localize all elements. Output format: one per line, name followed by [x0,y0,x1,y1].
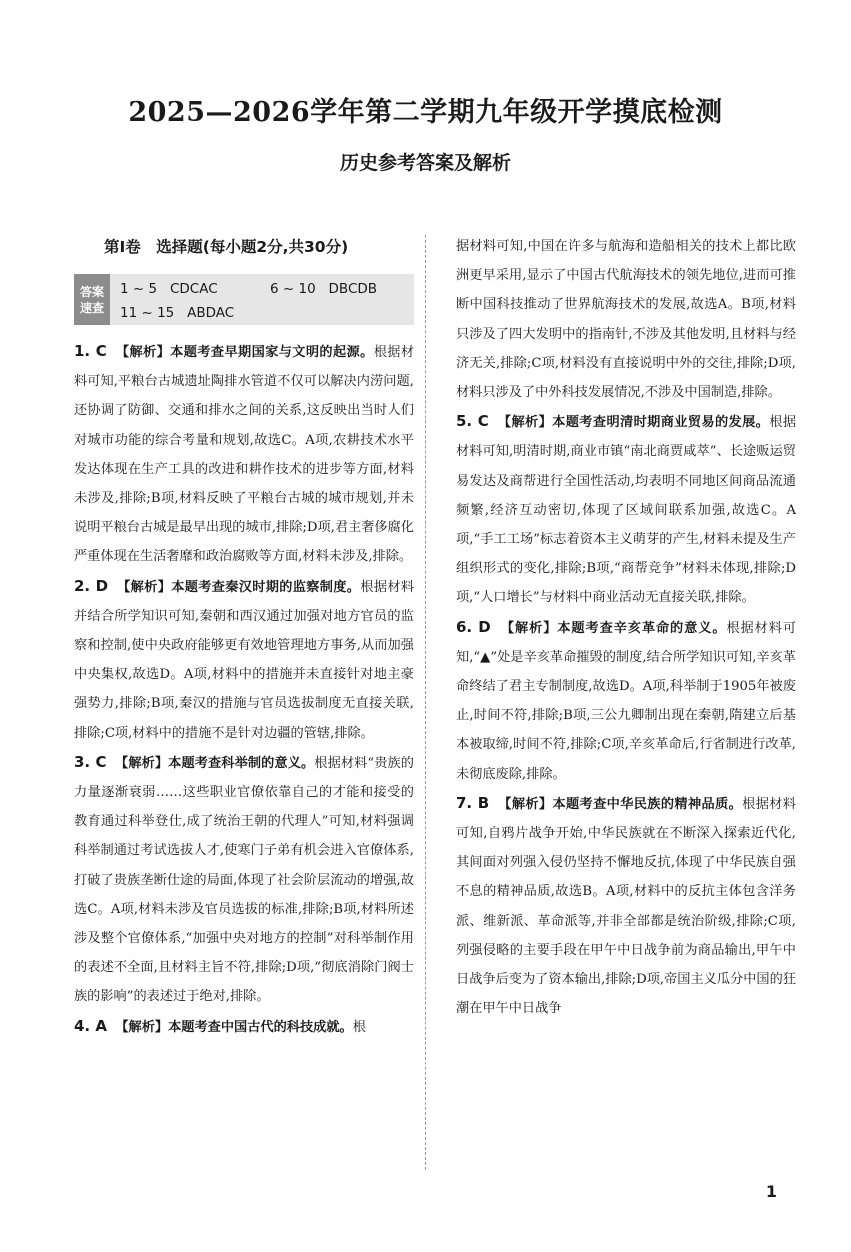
left-column [74,232,414,1042]
page-title: 2025—2026学年第二学期九年级开学摸底检测 [128,97,723,128]
question-2 [74,572,414,748]
right-column [456,232,796,1023]
page-subtitle: 历史参考答案及解析 [339,152,511,174]
column-divider [425,235,426,1170]
analysis-text: 根 [352,1019,366,1035]
analysis-text: 根据材料可知,明清时期,商业市镇“南北商贾咸萃”、长途贩运贸易发达及商帮进行全国性活动,均表明不同地区间商品流通频繁,经济互动密切,体现了区域间联系加强,故选C。A项,“手工工场”标志着资本主义萌芽的产生,材料未提及生产组织形式的变化,排除;B项,“商帮竞争”材料未体现,排除;D项,“人口增长”与材料中商业活动无直接关联,排除。 [456,415,797,606]
analysis-text: 根据材料并结合所学知识可知,秦朝和西汉通过加强对地方官员的监察和控制,使中央政府能够更有效地管理地方事务,从而加强中央集权,故选D。A项,材料中的措施并未直接针对地主豪强势力,排除;B项,秦汉的措施与官员选拔制度无直接关联,排除;C项,材料中的措施不是针对边疆的管辖,排除。 [74,579,415,741]
analysis-heading: 【解析】本题考查明清时期商业贸易的发展。 [497,415,770,431]
quick-check-row [120,301,414,325]
analysis-text: 根据材料可知,平粮台古城遗址陶排水管道不仅可以解决内涝问题,还协调了防御、交通和排水之间的关系,这反映出当时人们对城市功能的综合考量和规划,故选C。A项,农耕技术水平发达体现在生产工具的改进和耕作技术的进步等方面,材料未涉及,排除;B项,材料反映了平粮台古城的城市规划,并未说明平粮台古城是最早出现的城市,排除;D项,君主奢侈腐化严重体现在生活奢靡和政治腐败等方面,材料未涉及,排除。 [74,345,415,565]
question-4-continued: 据材料可知,中国在许多与航海和造船相关的技术上都比欧洲更早采用,显示了中国古代航海技术的领先地位,进而可推断中国科技推动了世界航海技术的发展,故选A。B项,材料只涉及了四大发明中的指南针,不涉及其他发明,且材料与经济无关,排除;C项,材料没有直接说明中外的交往,排除;D项,材料只涉及了中外科技发展情况,不涉及中国制造,排除。 [456,239,796,401]
quick-check-row [120,277,414,301]
answer-number: 5. C [456,412,489,431]
answers-1-5: 1 ~ 5 CDCAC [120,281,218,297]
answer-number: 4. A [74,1016,107,1035]
analysis-heading: 【解析】本题考查早期国家与文明的起源。 [115,345,374,360]
analysis-heading: 【解析】本题考查科举制的意义。 [115,755,315,771]
question-5 [456,407,796,612]
answer-quick-check [74,274,414,325]
quick-check-label: 答案速查 [74,274,110,325]
question-4-start [74,1012,414,1042]
question-6 [456,613,796,789]
analysis-heading: 【解析】本题考查秦汉时期的监察制度。 [117,579,361,595]
answer-number: 7. B [456,793,490,812]
analysis-heading: 【解析】本题考查辛亥革命的意义。 [500,620,727,636]
answer-number: 1. C [74,342,107,360]
answers-6-10: 6 ~ 10 DBCDB [270,281,378,297]
analysis-text: 根据材料可知,自鸦片战争开始,中华民族就在不断深入探索近代化,其间面对列强入侵仍坚持不懈地反抗,体现了中华民族自强不息的精神品质,故选B。A项,材料中的反抗主体包含洋务派、维新派、革命派等,并非全部都是统治阶级,排除;C项,列强侵略的主要手段在甲午中日战争前为商品输出,甲午中日战争后变为了资本输出,排除;D项,帝国主义瓜分中国的狂潮在甲午中日战争 [456,796,796,1017]
section-heading: 第Ⅰ卷 选择题(每小题2分,共30分) [104,238,349,256]
question-3 [74,748,414,1012]
answer-number: 6. D [456,617,491,636]
page-number: 1 [765,1182,777,1201]
analysis-text: 根据材料可知,“▲”处是辛亥革命摧毁的制度,结合所学知识可知,辛亥革命终结了君主专制制度,故选D。A项,科举制于1905年被废止,时间不符,排除;B项,三公九卿制出现在秦朝,隋建立后基本被取缔,时间不符,排除;C项,辛亥革命后,行省制进行改革,未彻底废除,排除。 [456,620,797,782]
answer-number: 2. D [74,576,109,595]
question-7 [456,789,796,1024]
analysis-heading: 【解析】本题考查中国古代的科技成就。 [115,1019,353,1035]
quick-check-body [110,274,414,325]
analysis-text: 根据材料“贵族的力量逐渐衰弱……这些职业官僚依靠自己的才能和接受的教育通过科举登仕,成了统治王朝的代理人”可知,材料强调科举制通过考试选拔人才,使寒门子弟有机会进入官僚体系,打破了贵族垄断仕途的局面,体现了社会阶层流动的增强,故选C。A项,材料未涉及官员选拔的标准,排除;B项,材料所述涉及整个官僚体系,“加强中央对地方的控制”对科举制作用的表述不全面,且材料主旨不符,排除;D项,“彻底消除门阀士族的影响”的表述过于绝对,排除。 [74,755,414,1005]
question-1 [74,337,414,572]
analysis-heading: 【解析】本题考查中华民族的精神品质。 [498,796,743,812]
answers-11-15: 11 ~ 15 ABDAC [120,305,235,321]
answer-number: 3. C [74,752,107,771]
